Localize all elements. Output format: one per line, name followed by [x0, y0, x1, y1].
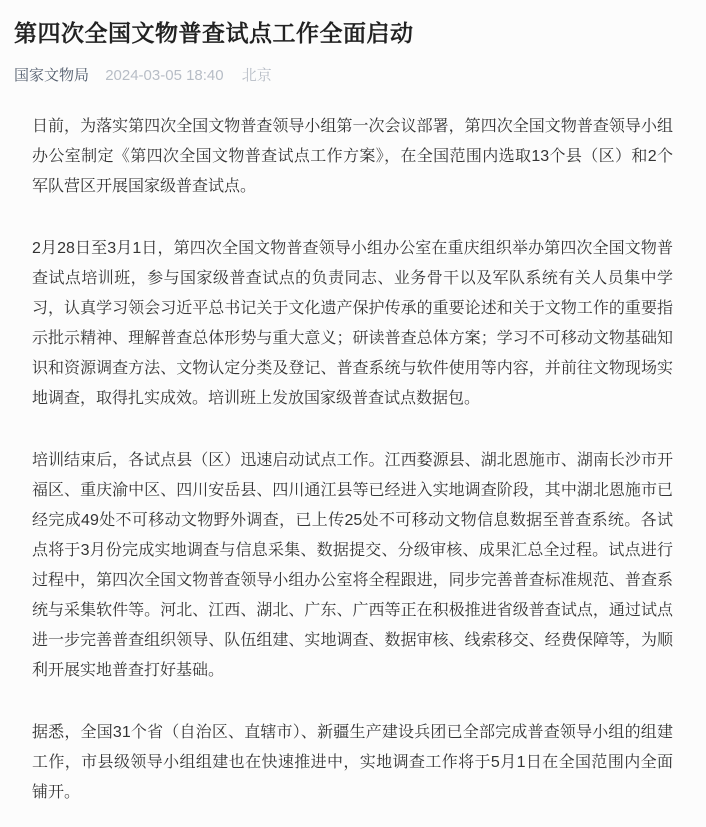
article-paragraph: 2月28日至3月1日，第四次全国文物普查领导小组办公室在重庆组织举办第四次全国文物普查试点培训班，参与国家级普查试点的负责同志、业务骨干以及军队系统有关人员集中学习，认真学习领会习近平总书记关于文化遗产保护传承的重要论述和关于文物工作的重要指示批示精神、理解普查总体形势与重大意义；研读普查总体方案；学习不可移动文物基础知识和资源调查方法、文物认定分类及登记、普查系统与软件使用等内容，并前往文物现场实地调查，取得扎实成效。培训班上发放国家级普查试点数据包。	[32, 240, 673, 407]
article-location: 北京	[241, 67, 272, 84]
article-paragraph: 日前，为落实第四次全国文物普查领导小组第一次会议部署，第四次全国文物普查领导小组办公室制定《第四次全国文物普查试点工作方案》，在全国范围内选取13个县（区）和2个军队营区开展国家级普查试点。	[32, 118, 673, 195]
article-paragraph: 培训结束后，各试点县（区）迅速启动试点工作。江西婺源县、湖北恩施市、湖南长沙市开福区、重庆渝中区、四川安岳县、四川通江县等已经进入实地调查阶段，其中湖北恩施市已经完成49处不可移动文物野外调查，已上传25处不可移动文物信息数据至普查系统。各试点将于3月份完成实地调查与信息采集、数据提交、分级审核、成果汇总全过程。试点进行过程中，第四次全国文物普查领导小组办公室将全程跟进，同步完善普查标准规范、普查系统与采集软件等。河北、江西、湖北、广东、广西等正在积极推进省级普查试点，通过试点进一步完善普查组织领导、队伍组建、实地调查、数据审核、线索移交、经费保障等，为顺利开展实地普查打好基础。	[32, 452, 673, 679]
article-title: 第四次全国文物普查试点工作全面启动	[14, 20, 414, 46]
article-source-link[interactable]: 国家文物局	[14, 67, 90, 84]
article-body	[32, 112, 673, 808]
article-paragraph: 据悉，全国31个省（自治区、直辖市）、新疆生产建设兵团已全部完成普查领导小组的组建工作，市县级领导小组组建也在快速推进中，实地调查工作将于5月1日在全国范围内全面铺开。	[32, 724, 673, 801]
article-datetime: 2024-03-05 18:40	[105, 67, 224, 84]
article-byline	[14, 65, 692, 86]
